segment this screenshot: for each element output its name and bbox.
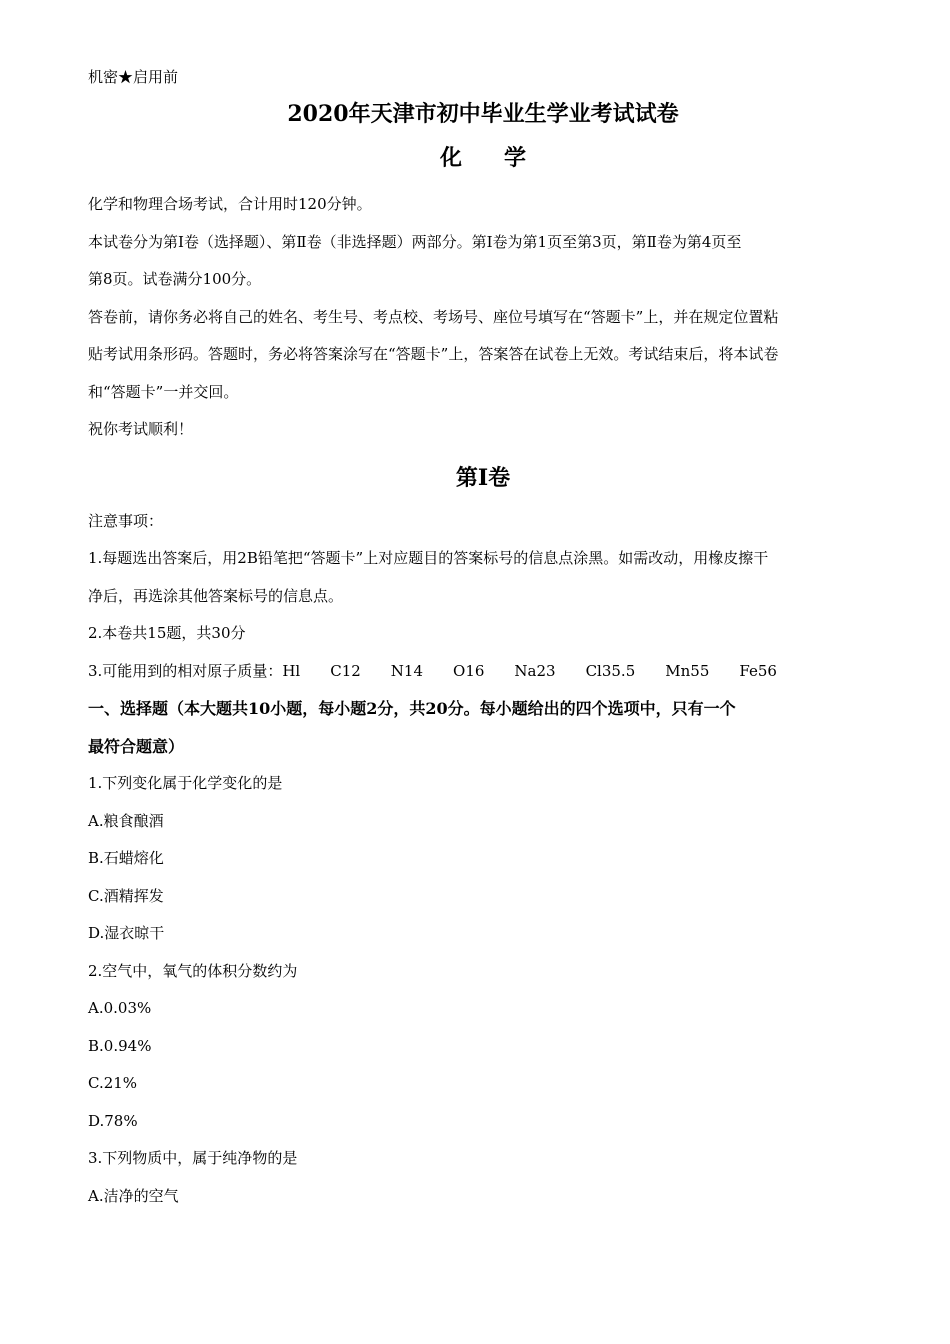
exam-title: 2020年天津市初中毕业生学业考试试卷 — [287, 101, 679, 127]
subject-title: 化学 — [439, 145, 568, 171]
notes-label: 注意事项： — [88, 511, 164, 530]
intro-line: 化学和物理合场考试，合计用时120分钟。 — [88, 195, 372, 213]
intro-line: 答卷前，请你务必将自己的姓名、考生号、考点校、考场号、座位号填写在“答题卡”上，并在规定位置粘 — [88, 307, 779, 326]
question-option: A.洁净的空气 — [88, 1186, 179, 1205]
question-stem: 2.空气中，氧气的体积分数约为 — [88, 961, 298, 980]
atomic-mass: Cl35.5 — [585, 661, 636, 680]
question-option: D.湿衣晾干 — [88, 924, 165, 942]
intro-line: 第8页。试卷满分100分。 — [88, 270, 262, 288]
volume-title: 第Ⅰ卷 — [455, 464, 511, 491]
question-option: C.酒精挥发 — [88, 886, 164, 905]
note-line: 2.本卷共15题，共30分 — [88, 624, 246, 642]
intro-line: 和“答题卡”一并交回。 — [88, 382, 239, 401]
intro-line: 祝你考试顺利！ — [88, 420, 194, 438]
question-stem: 3.下列物质中，属于纯净物的是 — [88, 1149, 298, 1167]
secret-mark: 机密★启用前 — [88, 68, 179, 86]
section-heading: 最符合题意） — [88, 736, 185, 756]
atomic-mass: Fe56 — [739, 661, 777, 680]
note-line: 1.每题选出答案后，用2B铅笔把“答题卡”上对应题目的答案标号的信息点涂黑。如需改动，用橡皮擦干 — [88, 549, 769, 567]
atomic-masses-line — [88, 653, 878, 691]
atomic-mass: C12 — [330, 661, 361, 680]
question-option: B.石蜡熔化 — [88, 849, 164, 867]
question-option: C.21% — [88, 1074, 138, 1092]
question-stem: 1.下列变化属于化学变化的是 — [88, 774, 283, 792]
question-option: D.78% — [88, 1111, 138, 1130]
atomic-mass: Mn55 — [665, 661, 710, 680]
atomic-mass: Na23 — [514, 661, 556, 680]
intro-line: 贴考试用条形码。答题时，务必将答案涂写在“答题卡”上，答案答在试卷上无效。考试结束后，将本试卷 — [88, 345, 779, 363]
atomic-masses-label: 3.可能用到的相对原子质量： — [88, 661, 283, 680]
intro-line: 本试卷分为第Ⅰ卷（选择题）、第Ⅱ卷（非选择题）两部分。第Ⅰ卷为第1页至第3页，第Ⅱ卷为第4页至 — [88, 232, 742, 251]
question-option: B.0.94% — [88, 1036, 152, 1055]
note-line: 净后，再选涂其他答案标号的信息点。 — [88, 586, 344, 605]
question-option: A.0.03% — [88, 999, 152, 1017]
atomic-mass: Hl — [282, 661, 301, 680]
atomic-mass: N14 — [390, 661, 424, 680]
section-heading: 一、选择题（本大题共10小题，每小题2分，共20分。每小题给出的四个选项中，只有一个 — [88, 699, 736, 718]
atomic-mass: O16 — [453, 661, 485, 680]
question-option: A.粮食酿酒 — [88, 811, 164, 830]
